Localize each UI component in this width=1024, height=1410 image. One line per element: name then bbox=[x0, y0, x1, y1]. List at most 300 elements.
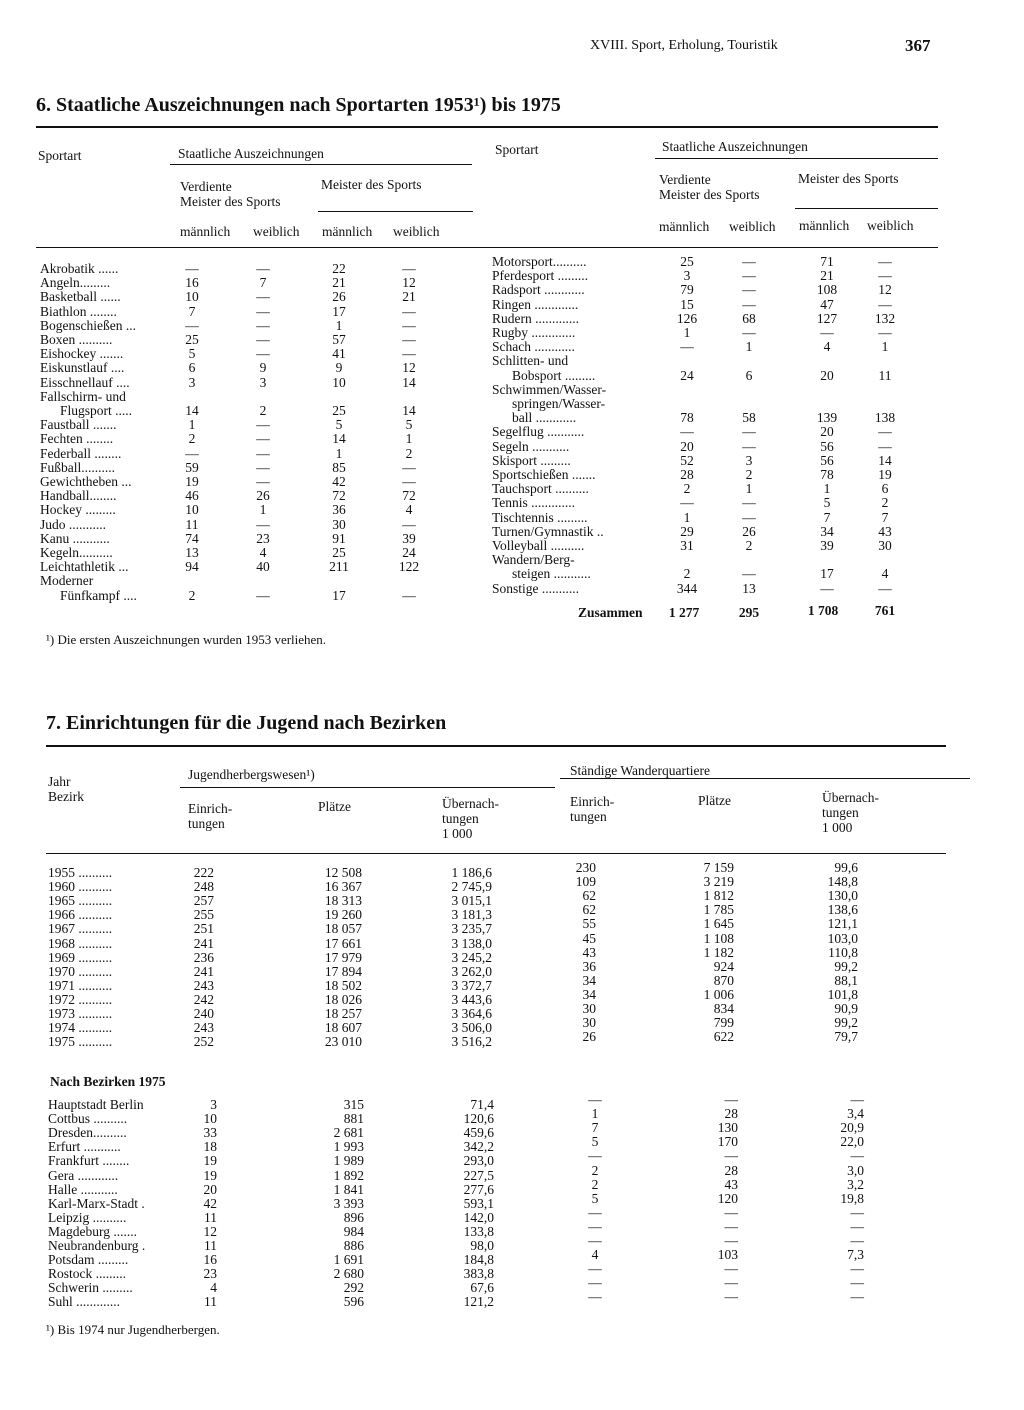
t6l-cell-1-4: 12 bbox=[402, 275, 416, 291]
t6r-name-17: Tennis ............. bbox=[492, 496, 576, 511]
t7y-cell-10-6: 90,9 bbox=[834, 1001, 858, 1016]
t7y-cell-6-1: 236 bbox=[193, 949, 214, 965]
t7d-cell-10-6: — bbox=[850, 1233, 864, 1248]
t6l-cell-14-1: 59 bbox=[185, 459, 199, 475]
t7d-cell-1-4: 1 bbox=[591, 1106, 599, 1122]
t6r-cell-11-2: 58 bbox=[742, 410, 756, 426]
t6l-cell-15-4: — bbox=[402, 474, 416, 489]
t7y-cell-11-6: 99,2 bbox=[834, 1015, 858, 1031]
t6r-cell-23-4: — bbox=[878, 580, 892, 596]
t6r-cell-2-1: 79 bbox=[680, 282, 694, 298]
t7y-cell-1-5: 3 219 bbox=[703, 874, 734, 890]
t6r-name-19: Turnen/Gymnastik .. bbox=[492, 524, 604, 539]
t6l-cell-12-2: — bbox=[256, 431, 270, 447]
t6r-name-21: Wandern/Berg- bbox=[492, 553, 575, 568]
t7y-cell-8-3: 3 372,7 bbox=[451, 977, 492, 993]
t6l-cell-11-1: 1 bbox=[188, 417, 196, 433]
sw-rule bbox=[560, 778, 970, 779]
t7d-cell-9-6: — bbox=[850, 1218, 864, 1234]
t7y-cell-9-5: 1 006 bbox=[703, 986, 734, 1002]
t7y-name-2: 1965 .......... bbox=[48, 894, 113, 909]
t7y-cell-7-2: 17 894 bbox=[324, 963, 362, 979]
col-uebern-sw: Übernach- tungen 1 000 bbox=[822, 790, 879, 835]
t6r-cell-13-1: 20 bbox=[680, 438, 694, 454]
t6r-cell-15-2: 2 bbox=[745, 467, 753, 482]
t7d-cell-7-4: 5 bbox=[591, 1190, 599, 1206]
col-verdiente-left: Verdiente Meister des Sports bbox=[180, 179, 281, 209]
t6l-cell-1-2: 7 bbox=[259, 275, 267, 291]
t6r-cell-2-2: — bbox=[742, 282, 756, 298]
t6l-name-15: Gewichtheben ... bbox=[40, 475, 132, 489]
t6l-cell-17-1: 10 bbox=[185, 502, 199, 518]
t7d-cell-1-2: 881 bbox=[343, 1111, 364, 1127]
t7y-cell-8-4: 34 bbox=[582, 972, 596, 988]
t6l-cell-14-4: — bbox=[402, 459, 416, 475]
t6r-cell-12-3: 20 bbox=[820, 424, 834, 440]
t7d-cell-6-5: 43 bbox=[724, 1176, 738, 1192]
t6l-cell-18-4: — bbox=[402, 516, 416, 532]
t7y-cell-3-3: 3 181,3 bbox=[451, 907, 492, 923]
t7d-cell-12-2: 2 680 bbox=[333, 1266, 364, 1282]
t7d-cell-7-1: 42 bbox=[203, 1195, 217, 1211]
t7y-cell-9-6: 101,8 bbox=[827, 986, 858, 1002]
col-m-left-1: männlich bbox=[180, 224, 231, 239]
t6r-cell-23-2: 13 bbox=[742, 580, 756, 596]
t7d-cell-0-2: 315 bbox=[343, 1097, 364, 1112]
t6l-cell-10-4: 14 bbox=[402, 403, 416, 418]
t6l-cell-14-2: — bbox=[256, 459, 270, 475]
col-m-right-2: männlich bbox=[799, 218, 850, 233]
t7y-cell-12-4: 26 bbox=[582, 1029, 596, 1045]
t6l-cell-0-2: — bbox=[256, 261, 270, 276]
t6l-cell-23-3: 17 bbox=[332, 587, 346, 603]
t6r-cell-18-1: 1 bbox=[683, 509, 691, 525]
total-label: Zusammen bbox=[578, 605, 643, 620]
t7y-cell-0-5: 7 159 bbox=[703, 860, 734, 875]
t6l-name-10: Flugsport ..... bbox=[60, 404, 133, 418]
t6r-cell-16-3: 1 bbox=[823, 481, 831, 497]
t6r-cell-8-2: 6 bbox=[745, 367, 753, 383]
t6r-cell-14-2: 3 bbox=[745, 452, 753, 468]
t7y-cell-6-2: 17 979 bbox=[324, 949, 362, 965]
t6l-cell-4-1: — bbox=[185, 317, 199, 333]
t7d-cell-2-3: 459,6 bbox=[463, 1125, 494, 1141]
t7y-cell-8-5: 870 bbox=[713, 972, 734, 988]
t6r-cell-23-3: — bbox=[820, 580, 834, 596]
t6l-name-21: Leichtathletik ... bbox=[40, 560, 129, 575]
t6l-cell-10-1: 14 bbox=[185, 403, 199, 418]
t6r-cell-18-2: — bbox=[742, 509, 756, 525]
t6l-cell-19-4: 39 bbox=[402, 530, 416, 546]
t7d-cell-2-2: 2 681 bbox=[333, 1125, 364, 1141]
t7y-cell-7-5: 924 bbox=[713, 958, 734, 974]
t6l-cell-18-2: — bbox=[256, 516, 270, 532]
t7y-cell-2-2: 18 313 bbox=[324, 893, 362, 909]
t7d-name-7: Karl-Marx-Stadt . bbox=[48, 1196, 145, 1211]
t7y-cell-5-5: 1 108 bbox=[703, 930, 734, 946]
t7y-cell-10-3: 3 364,6 bbox=[451, 1006, 492, 1021]
table6-top-rule bbox=[36, 126, 938, 128]
t6l-cell-0-4: — bbox=[402, 261, 416, 276]
t6l-cell-3-4: — bbox=[402, 303, 416, 319]
t7d-cell-6-4: 2 bbox=[591, 1176, 599, 1192]
col-m-left-2: männlich bbox=[322, 224, 373, 239]
t6l-cell-14-3: 85 bbox=[332, 459, 346, 475]
t7d-cell-4-4: — bbox=[588, 1148, 602, 1164]
t7d-cell-14-4: — bbox=[588, 1289, 602, 1305]
t6r-cell-15-4: 19 bbox=[878, 467, 892, 482]
t7y-cell-12-5: 622 bbox=[713, 1029, 734, 1045]
t6r-name-7: Schlitten- und bbox=[492, 354, 569, 369]
t7d-cell-10-2: 886 bbox=[343, 1238, 364, 1253]
t7d-cell-10-4: — bbox=[588, 1233, 602, 1248]
t7y-cell-2-4: 62 bbox=[582, 888, 596, 904]
t7d-cell-9-2: 984 bbox=[343, 1223, 364, 1239]
t6l-name-20: Kegeln.......... bbox=[40, 546, 113, 560]
t6r-cell-20-4: 30 bbox=[878, 538, 892, 553]
table7-head-rule bbox=[46, 853, 946, 854]
t7d-cell-5-3: 227,5 bbox=[463, 1167, 494, 1183]
t6l-name-2: Basketball ...... bbox=[40, 290, 121, 305]
t6r-cell-14-4: 14 bbox=[878, 452, 892, 468]
t7d-cell-0-1: 3 bbox=[210, 1097, 217, 1112]
t7y-cell-7-3: 3 262,0 bbox=[451, 963, 492, 979]
t7y-cell-11-1: 243 bbox=[193, 1020, 214, 1036]
t7y-cell-9-4: 34 bbox=[582, 986, 596, 1002]
t7d-cell-8-4: — bbox=[588, 1204, 602, 1220]
t7y-cell-1-2: 16 367 bbox=[324, 879, 362, 895]
chapter-header: XVIII. Sport, Erholung, Touristik bbox=[590, 38, 778, 53]
t7d-cell-7-3: 593,1 bbox=[463, 1195, 494, 1211]
t7d-name-3: Erfurt ........... bbox=[48, 1140, 121, 1155]
t7d-name-11: Potsdam ......... bbox=[48, 1253, 129, 1268]
t7y-cell-12-3: 3 516,2 bbox=[451, 1034, 492, 1050]
t6l-cell-20-4: 24 bbox=[402, 545, 416, 560]
t7y-cell-9-1: 242 bbox=[193, 991, 214, 1007]
t7y-cell-0-4: 230 bbox=[575, 860, 596, 875]
t7y-cell-9-3: 3 443,6 bbox=[451, 991, 492, 1007]
t6r-cell-8-4: 11 bbox=[878, 367, 892, 383]
total-v1: 1 277 bbox=[668, 605, 700, 620]
t7y-name-4: 1967 .......... bbox=[48, 922, 113, 937]
t6l-name-4: Bogenschießen ... bbox=[40, 318, 136, 333]
t7y-cell-7-1: 241 bbox=[193, 963, 214, 979]
t7d-cell-6-3: 277,6 bbox=[463, 1181, 494, 1197]
t6r-cell-6-1: — bbox=[680, 339, 694, 355]
t6l-cell-12-3: 14 bbox=[332, 431, 346, 447]
t6l-cell-15-1: 19 bbox=[185, 474, 199, 489]
t6l-cell-5-1: 25 bbox=[185, 332, 199, 347]
col-einr-jh: Einrich- tungen bbox=[188, 801, 233, 831]
t6r-cell-13-4: — bbox=[878, 438, 892, 454]
t6r-cell-6-3: 4 bbox=[823, 339, 831, 355]
t6l-cell-8-2: 3 bbox=[259, 374, 267, 390]
t6r-cell-6-4: 1 bbox=[881, 339, 889, 355]
t7d-cell-13-6: — bbox=[850, 1275, 864, 1291]
t6l-cell-11-2: — bbox=[256, 417, 270, 433]
t6l-cell-7-1: 6 bbox=[188, 360, 196, 376]
t7y-cell-3-6: 138,6 bbox=[827, 902, 858, 918]
table7-top-rule bbox=[46, 745, 946, 747]
t6l-name-0: Akrobatik ...... bbox=[40, 262, 119, 276]
t7y-cell-10-5: 834 bbox=[713, 1001, 734, 1016]
page-number: 367 bbox=[905, 36, 931, 55]
t6r-cell-4-1: 126 bbox=[676, 310, 698, 326]
t7d-cell-8-3: 142,0 bbox=[463, 1209, 494, 1225]
t7d-name-5: Gera ............ bbox=[48, 1168, 119, 1183]
t6l-cell-4-4: — bbox=[402, 317, 416, 333]
t6l-cell-6-4: — bbox=[402, 346, 416, 362]
t7y-cell-4-6: 121,1 bbox=[827, 916, 858, 932]
t7d-name-13: Schwerin ......... bbox=[48, 1281, 133, 1296]
t7y-name-7: 1970 .......... bbox=[48, 964, 113, 979]
t6l-cell-10-3: 25 bbox=[332, 403, 346, 418]
t7d-cell-3-3: 342,2 bbox=[463, 1139, 494, 1155]
t7y-cell-5-2: 17 661 bbox=[324, 935, 362, 951]
t6r-cell-4-3: 127 bbox=[816, 310, 838, 326]
t6l-cell-21-1: 94 bbox=[185, 559, 199, 575]
col-group-left: Staatliche Auszeichnungen bbox=[178, 146, 324, 161]
t7y-cell-8-1: 243 bbox=[193, 977, 214, 993]
t7d-cell-13-1: 4 bbox=[210, 1280, 217, 1296]
t7y-cell-8-2: 18 502 bbox=[324, 977, 362, 993]
t7y-cell-3-2: 19 260 bbox=[324, 907, 362, 923]
t6r-name-20: Volleyball .......... bbox=[492, 539, 585, 553]
t7y-cell-2-5: 1 812 bbox=[703, 888, 734, 904]
table6-head-rule bbox=[36, 247, 938, 248]
t6l-cell-2-2: — bbox=[256, 289, 270, 305]
t6r-name-8: Bobsport ......... bbox=[512, 368, 596, 383]
t7d-cell-4-5: — bbox=[724, 1148, 738, 1164]
total-v3: 1 708 bbox=[807, 603, 839, 618]
t7d-name-12: Rostock ......... bbox=[48, 1267, 127, 1282]
total-v2: 295 bbox=[738, 605, 760, 620]
t6r-cell-11-4: 138 bbox=[874, 410, 896, 426]
t7y-cell-1-3: 2 745,9 bbox=[451, 879, 492, 895]
t6r-cell-16-1: 2 bbox=[683, 481, 691, 497]
t6l-name-7: Eiskunstlauf .... bbox=[40, 361, 125, 376]
t6l-cell-16-2: 26 bbox=[256, 488, 270, 504]
t6r-cell-22-2: — bbox=[742, 566, 756, 582]
t6l-cell-2-4: 21 bbox=[402, 289, 416, 305]
col-jh-group: Jugendherbergswesen¹) bbox=[188, 767, 315, 782]
t7y-name-0: 1955 .......... bbox=[48, 866, 113, 880]
t6r-cell-3-1: 15 bbox=[680, 296, 694, 312]
col-sportart-left: Sportart bbox=[38, 148, 82, 163]
t6r-cell-18-4: 7 bbox=[881, 509, 889, 525]
t7d-cell-11-5: 103 bbox=[717, 1247, 738, 1263]
t7y-cell-2-3: 3 015,1 bbox=[451, 893, 492, 909]
t6r-cell-5-3: — bbox=[820, 325, 834, 340]
t7y-cell-10-2: 18 257 bbox=[324, 1006, 362, 1021]
sub-rule-left bbox=[318, 211, 473, 212]
t7d-name-2: Dresden.......... bbox=[48, 1126, 127, 1141]
t7d-cell-0-3: 71,4 bbox=[470, 1097, 494, 1112]
t7d-cell-12-5: — bbox=[724, 1261, 738, 1277]
table6-title: 6. Staatliche Auszeichnungen nach Sportarten 1953¹) bis 1975 bbox=[36, 94, 561, 116]
t7d-cell-8-6: — bbox=[850, 1204, 864, 1220]
t6l-name-16: Handball........ bbox=[40, 489, 117, 504]
t6r-cell-19-2: 26 bbox=[742, 523, 756, 539]
t6r-cell-5-4: — bbox=[878, 325, 892, 340]
t6r-name-9: Schwimmen/Wasser- bbox=[492, 382, 607, 397]
t6l-name-3: Biathlon ........ bbox=[40, 304, 117, 319]
t6l-cell-12-4: 1 bbox=[405, 431, 413, 447]
t7d-cell-14-2: 596 bbox=[343, 1294, 364, 1310]
t7d-cell-0-6: — bbox=[850, 1092, 864, 1107]
t6l-cell-3-1: 7 bbox=[188, 303, 196, 319]
t6l-cell-10-2: 2 bbox=[259, 403, 267, 418]
t6r-cell-3-4: — bbox=[878, 296, 892, 312]
t6l-cell-21-3: 211 bbox=[329, 559, 349, 575]
t7y-cell-3-5: 1 785 bbox=[703, 902, 734, 918]
t6r-cell-4-2: 68 bbox=[742, 310, 756, 326]
t7d-name-1: Cottbus .......... bbox=[48, 1112, 128, 1127]
t6l-name-22: Moderner bbox=[40, 574, 94, 589]
t7d-cell-14-1: 11 bbox=[204, 1294, 217, 1310]
t6r-name-11: ball ............ bbox=[512, 411, 577, 426]
t6l-cell-19-2: 23 bbox=[256, 530, 270, 546]
t6r-cell-22-4: 4 bbox=[881, 566, 889, 582]
t6r-cell-0-1: 25 bbox=[680, 254, 694, 269]
t6l-cell-8-1: 3 bbox=[188, 374, 196, 390]
t6r-cell-13-3: 56 bbox=[820, 438, 834, 454]
col-w-left-1: weiblich bbox=[253, 224, 300, 239]
t7d-cell-10-3: 98,0 bbox=[470, 1238, 494, 1253]
t6l-name-12: Fechten ........ bbox=[40, 432, 114, 447]
t7y-name-11: 1974 .......... bbox=[48, 1021, 113, 1036]
t6l-name-13: Federball ........ bbox=[40, 446, 122, 461]
t7y-cell-4-5: 1 645 bbox=[703, 916, 734, 932]
t6l-name-11: Faustball ....... bbox=[40, 418, 117, 433]
t6r-cell-20-3: 39 bbox=[820, 538, 834, 553]
t6r-name-13: Segeln ........... bbox=[492, 439, 570, 454]
t6l-name-9: Fallschirm- und bbox=[40, 389, 126, 404]
t7d-cell-0-5: — bbox=[724, 1092, 738, 1107]
t6l-cell-6-2: — bbox=[256, 346, 270, 362]
t6r-cell-20-1: 31 bbox=[680, 538, 694, 553]
t6l-cell-6-1: 5 bbox=[188, 346, 196, 362]
t6r-cell-2-4: 12 bbox=[878, 282, 892, 298]
t6l-cell-20-1: 13 bbox=[185, 545, 199, 560]
t6l-name-23: Fünfkampf .... bbox=[60, 588, 137, 603]
t7y-cell-3-4: 62 bbox=[582, 902, 596, 918]
t7d-cell-7-5: 120 bbox=[717, 1190, 738, 1206]
t6r-cell-8-1: 24 bbox=[680, 367, 694, 383]
t6r-cell-17-4: 2 bbox=[881, 495, 889, 511]
t6r-cell-1-4: — bbox=[878, 268, 892, 284]
t7d-cell-5-5: 28 bbox=[724, 1162, 738, 1178]
t6l-cell-18-1: 11 bbox=[185, 516, 199, 532]
t6l-cell-4-2: — bbox=[256, 317, 270, 333]
t7y-cell-7-6: 99,2 bbox=[834, 958, 858, 974]
t7y-cell-5-4: 45 bbox=[582, 930, 596, 946]
t6r-cell-8-3: 20 bbox=[820, 367, 834, 383]
t6r-cell-17-3: 5 bbox=[823, 495, 831, 511]
t7d-cell-11-6: 7,3 bbox=[847, 1247, 864, 1263]
t6r-cell-2-3: 108 bbox=[816, 282, 838, 298]
t6l-cell-7-3: 9 bbox=[335, 360, 343, 376]
t6r-cell-12-2: — bbox=[742, 424, 756, 440]
t7y-cell-1-6: 148,8 bbox=[827, 874, 858, 890]
t6r-cell-23-1: 344 bbox=[676, 580, 698, 596]
t6l-cell-11-3: 5 bbox=[335, 417, 343, 433]
t6r-name-15: Sportschießen ....... bbox=[492, 468, 596, 482]
t7y-cell-1-1: 248 bbox=[193, 879, 214, 895]
t7d-cell-14-3: 121,2 bbox=[463, 1294, 494, 1310]
t6l-cell-8-4: 14 bbox=[402, 374, 416, 390]
t6l-cell-16-4: 72 bbox=[402, 488, 416, 504]
t7d-cell-2-6: 20,9 bbox=[840, 1120, 864, 1136]
t7d-cell-12-1: 23 bbox=[203, 1266, 217, 1282]
col-w-left-2: weiblich bbox=[393, 224, 440, 239]
t7d-cell-12-4: — bbox=[588, 1261, 602, 1277]
t6l-cell-11-4: 5 bbox=[405, 417, 413, 433]
t6l-cell-5-4: — bbox=[402, 332, 416, 347]
col-sw-group: Ständige Wanderquartiere bbox=[570, 763, 710, 778]
t7y-name-9: 1972 .......... bbox=[48, 992, 113, 1007]
t7y-cell-4-3: 3 235,7 bbox=[451, 921, 492, 937]
t6r-cell-6-2: 1 bbox=[745, 339, 753, 355]
t6r-cell-12-1: — bbox=[680, 424, 694, 440]
t7d-cell-3-4: 5 bbox=[591, 1134, 599, 1150]
t7d-cell-7-2: 3 393 bbox=[333, 1195, 364, 1211]
t7y-cell-6-6: 110,8 bbox=[828, 944, 858, 960]
t7y-cell-5-6: 103,0 bbox=[827, 930, 858, 946]
t7y-cell-2-6: 130,0 bbox=[827, 888, 858, 904]
t7d-cell-2-5: 130 bbox=[717, 1120, 738, 1136]
t7y-cell-7-4: 36 bbox=[582, 958, 596, 974]
t7d-name-14: Suhl ............. bbox=[48, 1295, 121, 1310]
t6l-cell-12-1: 2 bbox=[188, 431, 196, 447]
col-w-right-2: weiblich bbox=[867, 218, 914, 233]
t7d-cell-5-1: 19 bbox=[203, 1167, 217, 1183]
t7d-cell-5-6: 3,0 bbox=[847, 1162, 864, 1178]
t6r-name-16: Tauchsport .......... bbox=[492, 482, 589, 497]
t7d-cell-12-6: — bbox=[850, 1261, 864, 1277]
t6l-cell-17-4: 4 bbox=[405, 502, 413, 518]
t7d-cell-3-5: 170 bbox=[717, 1134, 738, 1150]
t6r-cell-22-3: 17 bbox=[820, 566, 834, 582]
t6l-cell-1-1: 16 bbox=[185, 275, 199, 291]
t6l-name-1: Angeln......... bbox=[40, 276, 111, 291]
t6r-name-0: Motorsport.......... bbox=[492, 255, 587, 269]
t7d-cell-14-6: — bbox=[850, 1289, 864, 1305]
t6l-cell-23-1: 2 bbox=[188, 587, 196, 603]
t6l-cell-3-2: — bbox=[256, 303, 270, 319]
t7y-cell-11-5: 799 bbox=[713, 1015, 734, 1031]
t6r-cell-17-2: — bbox=[742, 495, 756, 511]
t6l-cell-20-2: 4 bbox=[259, 545, 267, 560]
col-plaetze-jh: Plätze bbox=[318, 799, 351, 814]
t6r-cell-16-2: 1 bbox=[745, 481, 753, 497]
t6r-cell-3-3: 47 bbox=[820, 296, 834, 312]
t6l-cell-23-4: — bbox=[402, 587, 416, 603]
t7d-cell-0-4: — bbox=[588, 1092, 602, 1107]
t6l-cell-23-2: — bbox=[256, 587, 270, 603]
t6l-cell-13-2: — bbox=[256, 445, 270, 461]
t7d-cell-9-4: — bbox=[588, 1218, 602, 1234]
t7d-cell-13-2: 292 bbox=[343, 1280, 364, 1296]
t6l-cell-16-1: 46 bbox=[185, 488, 199, 504]
t6r-cell-5-1: 1 bbox=[683, 325, 691, 340]
t6l-cell-20-3: 25 bbox=[332, 545, 346, 560]
t7y-name-6: 1969 .......... bbox=[48, 950, 113, 965]
t7d-name-4: Frankfurt ........ bbox=[48, 1154, 130, 1169]
t7y-cell-10-1: 240 bbox=[193, 1006, 214, 1021]
t7y-cell-11-4: 30 bbox=[582, 1015, 596, 1031]
t7d-cell-12-3: 383,8 bbox=[463, 1266, 494, 1282]
